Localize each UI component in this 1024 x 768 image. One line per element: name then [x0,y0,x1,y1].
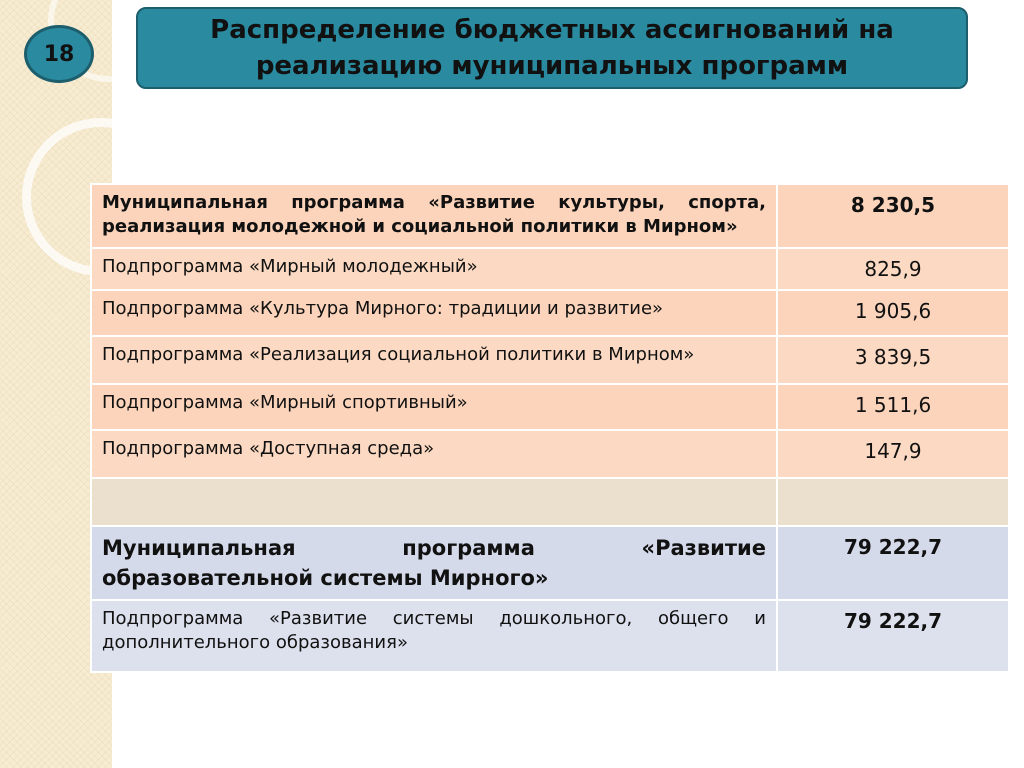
slide-number-badge [24,25,94,83]
program-name-cell: Муниципальная программа «Развитие образовательной системы Мирного» [91,526,777,600]
table-row [91,248,1009,290]
table-row [91,600,1009,672]
table-row [91,526,1009,600]
table-row [91,384,1009,430]
amount-cell: 825,9 [777,248,1009,290]
table-row [91,336,1009,384]
subprogram-name-cell: Подпрограмма «Доступная среда» [91,430,777,478]
amount-cell: 1 511,6 [777,384,1009,430]
empty-cell [91,478,777,526]
slide-number: 18 [43,41,75,67]
slide-title: Распределение бюджетных ассигнований на реализацию муниципальных программ [210,15,894,81]
subprogram-name-cell: Подпрограмма «Культура Мирного: традиции и развитие» [91,290,777,336]
subprogram-name-cell: Подпрограмма «Развитие системы дошкольного, общего и дополнительного образования» [91,600,777,672]
amount-cell: 8 230,5 [777,184,1009,248]
table-row [91,184,1009,248]
table-row-empty [91,478,1009,526]
title-banner [136,7,968,89]
subprogram-name-cell: Подпрограмма «Мирный молодежный» [91,248,777,290]
table-row [91,430,1009,478]
amount-cell: 79 222,7 [777,526,1009,600]
subprogram-name-cell: Подпрограмма «Мирный спортивный» [91,384,777,430]
empty-cell [777,478,1009,526]
table-row [91,290,1009,336]
subprogram-name-cell: Подпрограмма «Реализация социальной политики в Мирном» [91,336,777,384]
amount-cell: 3 839,5 [777,336,1009,384]
program-name-cell: Муниципальная программа «Развитие культуры, спорта, реализация молодежной и социальной политики в Мирном» [91,184,777,248]
budget-table [90,183,1010,673]
amount-cell: 79 222,7 [777,600,1009,672]
amount-cell: 147,9 [777,430,1009,478]
amount-cell: 1 905,6 [777,290,1009,336]
